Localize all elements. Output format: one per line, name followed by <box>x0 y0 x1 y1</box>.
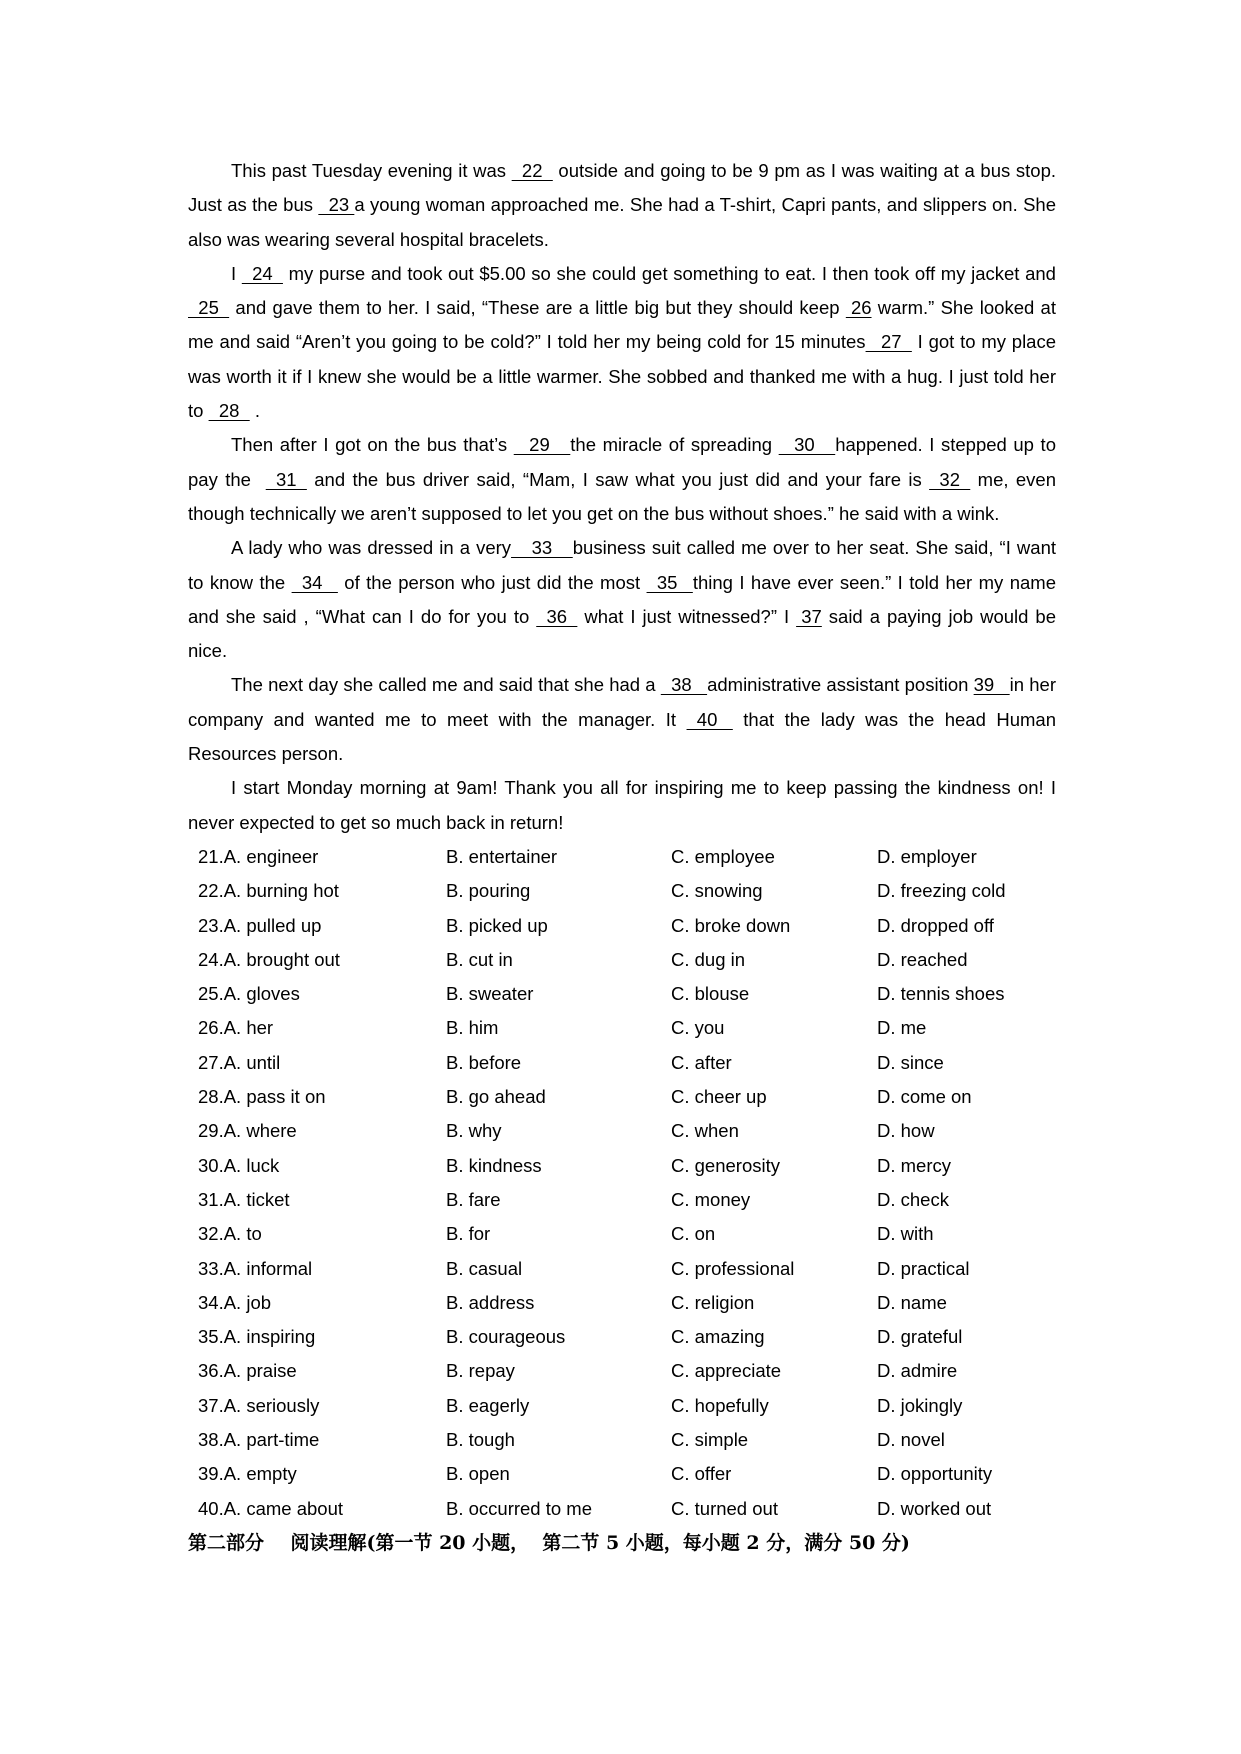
passage-text: what I just witnessed?” I <box>577 605 797 627</box>
option-c: C. after <box>671 1051 732 1073</box>
option-b: B. why <box>446 1120 502 1142</box>
passage-text: of the person who just did the most <box>337 571 647 593</box>
option-b: B. courageous <box>446 1326 566 1348</box>
passage-text: I <box>231 262 242 284</box>
option-row <box>188 1149 1056 1183</box>
option-row <box>188 1492 1056 1526</box>
option-c: C. offer <box>671 1463 732 1485</box>
option-a: 38.A. part-time <box>198 1428 320 1450</box>
option-b: B. casual <box>446 1257 523 1279</box>
option-row <box>188 1320 1056 1354</box>
option-d: D. practical <box>877 1257 970 1279</box>
option-d: D. worked out <box>877 1497 992 1519</box>
blank: 23 <box>318 194 355 216</box>
passage-paragraph <box>188 154 1062 257</box>
option-a: 23.A. pulled up <box>198 914 322 936</box>
option-b: B. sweater <box>446 983 534 1005</box>
passage-text: . <box>249 400 260 422</box>
option-d: D. jokingly <box>877 1394 963 1416</box>
blank: 28 <box>208 400 250 422</box>
option-a: 34.A. job <box>198 1291 272 1313</box>
passage-text: a young woman approached me. She had a T-shirt, Capri pants, and slippers on. She also was wearing several hospital bracelets. <box>188 194 1062 250</box>
option-c: C. appreciate <box>671 1360 782 1382</box>
passage-text: I start Monday morning at 9am! Thank you all for inspiring me to keep passing the kindness on! I never expected to get so much back in return! <box>188 777 1062 833</box>
option-c: C. cheer up <box>671 1086 767 1108</box>
option-row <box>188 1217 1056 1251</box>
option-row <box>188 1046 1056 1080</box>
option-row <box>188 1011 1056 1045</box>
option-d: D. tennis shoes <box>877 983 1005 1005</box>
option-c: C. snowing <box>671 880 763 902</box>
passage-text: said a paying job would be nice. <box>188 605 1062 662</box>
option-b: B. eagerly <box>446 1394 530 1416</box>
passage-text: happened. I stepped up to pay the <box>188 434 1062 490</box>
blank: 35 <box>646 571 693 593</box>
option-row <box>188 1354 1056 1388</box>
option-d: D. opportunity <box>877 1463 993 1485</box>
option-row <box>188 840 1056 874</box>
option-c: C. turned out <box>671 1497 778 1519</box>
option-b: B. for <box>446 1223 491 1245</box>
blank: 29 <box>513 434 571 456</box>
blank: 31 <box>265 468 307 490</box>
option-row <box>188 1423 1056 1457</box>
blank: 37 <box>796 605 822 627</box>
option-c: C. you <box>671 1017 725 1039</box>
passage-text: my purse and took out $5.00 so she could get something to eat. I then took off my jacket and <box>282 262 1067 284</box>
passage-text: administrative assistant position <box>707 674 974 696</box>
passage-text: in her company and wanted me to meet with the manager. It <box>188 674 1062 730</box>
section-title: 第二部分 阅读理解(第一节 20 小题， 第二节 5 小题，每小题 2 分，满分 50 分) <box>188 1531 910 1554</box>
option-b: B. repay <box>446 1360 515 1382</box>
option-row <box>188 1457 1056 1491</box>
option-a: 22.A. burning hot <box>198 880 339 902</box>
option-a: 29.A. where <box>198 1120 297 1142</box>
option-d: D. grateful <box>877 1326 963 1348</box>
option-d: D. reached <box>877 948 968 970</box>
passage-paragraph <box>188 668 1062 771</box>
option-a: 21.A. engineer <box>198 845 319 867</box>
passage-text: and the bus driver said, “Mam, I saw what you just did and your fare is <box>306 468 930 490</box>
option-b: B. pouring <box>446 880 531 902</box>
option-c: C. simple <box>671 1428 749 1450</box>
option-c: C. hopefully <box>671 1394 769 1416</box>
option-a: 30.A. luck <box>198 1154 280 1176</box>
option-c: C. professional <box>671 1257 795 1279</box>
option-d: D. me <box>877 1017 927 1039</box>
option-a: 32.A. to <box>198 1223 262 1245</box>
blank: 30 <box>778 434 836 456</box>
option-row <box>188 1252 1056 1286</box>
option-a: 33.A. informal <box>198 1257 313 1279</box>
option-b: B. before <box>446 1051 522 1073</box>
passage-text: This past Tuesday evening it was <box>231 160 512 181</box>
option-a: 40.A. came about <box>198 1497 344 1519</box>
option-b: B. kindness <box>446 1154 542 1176</box>
option-c: C. money <box>671 1188 751 1210</box>
passage-paragraph <box>188 428 1062 531</box>
option-row <box>188 977 1056 1011</box>
option-d: D. since <box>877 1051 944 1073</box>
blank: 22 <box>511 160 553 181</box>
blank: 24 <box>241 262 283 284</box>
passage-paragraph <box>188 531 1062 668</box>
blank: 34 <box>291 571 338 593</box>
option-b: B. cut in <box>446 948 513 970</box>
option-d: D. come on <box>877 1086 972 1108</box>
blank: 27 <box>865 331 912 353</box>
exam-page <box>188 154 1067 1560</box>
option-row <box>188 1286 1056 1320</box>
blank: 32 <box>929 468 971 490</box>
blank: 36 <box>536 605 578 627</box>
option-c: C. religion <box>671 1291 755 1313</box>
option-b: B. open <box>446 1463 510 1485</box>
option-b: B. occurred to me <box>446 1497 593 1519</box>
passage-text: business suit called me over to her seat. She said, “I want to know the <box>188 537 1062 593</box>
option-d: D. name <box>877 1291 947 1313</box>
option-c: C. broke down <box>671 914 791 936</box>
blank: 26 <box>845 297 872 319</box>
passage-text: that the lady was the head Human Resources person. <box>188 708 1062 765</box>
option-d: D. with <box>877 1223 934 1245</box>
option-d: D. admire <box>877 1360 958 1382</box>
option-a: 26.A. her <box>198 1017 274 1039</box>
option-b: B. him <box>446 1017 499 1039</box>
option-row <box>188 1114 1056 1148</box>
option-a: 27.A. until <box>198 1051 281 1073</box>
option-a: 37.A. seriously <box>198 1394 320 1416</box>
passage-paragraph <box>188 771 1062 840</box>
option-a: 35.A. inspiring <box>198 1326 316 1348</box>
option-d: D. mercy <box>877 1154 951 1176</box>
blank: 38 <box>660 674 708 696</box>
option-b: B. fare <box>446 1188 501 1210</box>
passage-text: warm.” She looked at me and said “Aren’t you going to be cold?” I told her my being cold for 15 minutes <box>188 297 1062 353</box>
option-a: 31.A. ticket <box>198 1188 290 1210</box>
blank: 33 <box>511 537 573 559</box>
passage-text: and gave them to her. I said, “These are a little big but they should keep <box>229 297 846 319</box>
option-d: D. check <box>877 1188 949 1210</box>
option-c: C. when <box>671 1120 739 1142</box>
passage-text: The next day she called me and said that she had a <box>231 674 661 696</box>
option-d: D. how <box>877 1120 935 1142</box>
option-c: C. blouse <box>671 983 750 1005</box>
option-c: C. amazing <box>671 1326 765 1348</box>
option-b: B. tough <box>446 1428 515 1450</box>
passage-text: outside and going to be 9 pm as I was waiting at a bus stop. Just as the bus <box>188 160 1062 216</box>
passage-text: me, even though technically we aren’t supposed to let you get on the bus without shoes.” he said with a wink. <box>188 468 1062 524</box>
blank: 40 <box>686 708 733 730</box>
passage-text: A lady who was dressed in a very <box>231 537 512 559</box>
option-row <box>188 874 1056 908</box>
option-b: B. entertainer <box>446 845 558 867</box>
answer-options <box>188 840 1056 1526</box>
option-c: C. employee <box>671 845 775 867</box>
option-b: B. picked up <box>446 914 548 936</box>
option-b: B. address <box>446 1291 535 1313</box>
passage-text: the miracle of spreading <box>570 434 779 456</box>
passage-text: Then after I got on the bus that’s <box>231 434 514 456</box>
option-d: D. freezing cold <box>877 880 1006 902</box>
option-d: D. employer <box>877 845 977 867</box>
option-d: D. novel <box>877 1428 945 1450</box>
blank: 25 <box>188 297 230 319</box>
option-row <box>188 1183 1056 1217</box>
option-a: 39.A. empty <box>198 1463 297 1485</box>
option-a: 36.A. praise <box>198 1360 297 1382</box>
option-c: C. generosity <box>671 1154 780 1176</box>
option-c: C. dug in <box>671 948 746 970</box>
option-b: B. go ahead <box>446 1086 546 1108</box>
option-a: 24.A. brought out <box>198 948 340 970</box>
cloze-passage <box>188 154 1067 840</box>
option-c: C. on <box>671 1223 716 1245</box>
blank: 39 <box>973 674 1010 696</box>
option-a: 28.A. pass it on <box>198 1086 326 1108</box>
option-row <box>188 1080 1056 1114</box>
option-row <box>188 1389 1056 1423</box>
option-d: D. dropped off <box>877 914 994 936</box>
option-a: 25.A. gloves <box>198 983 300 1005</box>
option-row <box>188 943 1056 977</box>
passage-text: thing I have ever seen.” I told her my name and she said , “What can I do for you to <box>188 571 1062 627</box>
option-row <box>188 909 1056 943</box>
passage-text: I got to my place was worth it if I knew she would be a little warmer. She sobbed and thanked me with a hug. I just told her to <box>188 331 1062 422</box>
passage-paragraph <box>188 257 1067 428</box>
